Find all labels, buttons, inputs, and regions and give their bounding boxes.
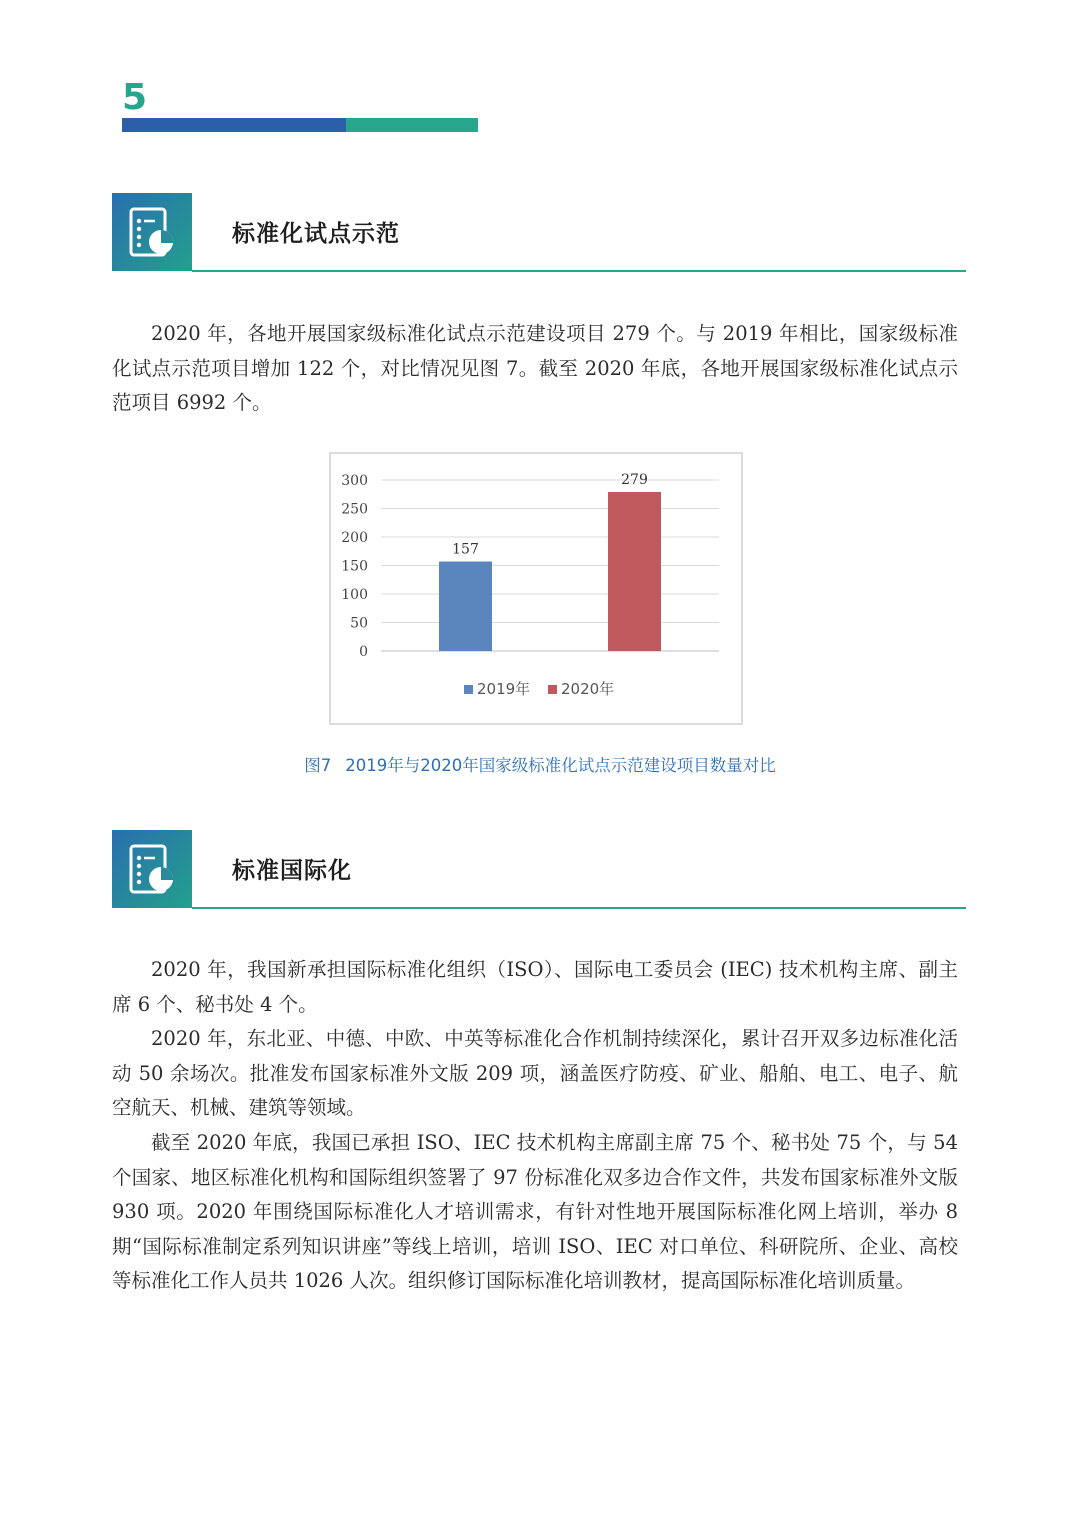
bar-chart	[329, 452, 743, 725]
y-tick-label: 300	[341, 473, 368, 489]
document-chart-icon	[125, 842, 179, 896]
figure-caption	[0, 752, 1080, 776]
data-label: 157	[452, 541, 479, 558]
chapter-bar-blue	[122, 118, 346, 132]
bar-2	[608, 492, 661, 651]
paragraph: 2020 年，各地开展国家级标准化试点示范建设项目 279 个。与 2019 年相比，国家级标准化试点示范项目增加 122 个，对比情况见图 7。截至 2020 年底，各地开展国家级标准化试点示范项目 6992 个。	[112, 322, 958, 414]
section-rule	[192, 270, 966, 272]
y-tick-label: 50	[350, 615, 368, 632]
section-icon-box	[112, 830, 192, 908]
figure-caption-text: 2019年与2020年国家级标准化试点示范建设项目数量对比	[345, 756, 776, 775]
y-tick-label: 250	[341, 501, 368, 518]
y-tick-label: 200	[341, 530, 368, 546]
chapter-number: 5	[122, 77, 148, 118]
paragraph: 2020 年，我国新承担国际标准化组织（ISO）、国际电工委员会 (IEC) 技术机构主席、副主席 6 个、秘书处 4 个。	[112, 958, 958, 1016]
data-label: 279	[621, 471, 648, 488]
section-rule	[192, 907, 966, 909]
chapter-bar-green	[346, 118, 478, 132]
figure-number: 图7	[304, 756, 332, 775]
section-title: 标准化试点示范	[232, 221, 400, 247]
y-tick-label: 150	[341, 558, 368, 575]
section-header-pilot	[112, 193, 966, 273]
document-chart-icon	[125, 205, 179, 259]
section-header-international	[112, 830, 966, 910]
paragraph: 截至 2020 年底，我国已承担 ISO、IEC 技术机构主席副主席 75 个、秘书处 75 个，与 54 个国家、地区标准化机构和国际组织签署了 97 份标准化双多边合作文件，共发布国家标准外文版 930 项。2020 年围绕国际标准化人才培训需求，有针对性地开展国际标准化网上培训，举办 8 期“国际标准制定系列知识讲座”等线上培训，培训 ISO、IEC 对口单位、科研院所、企业、高校等标准化工作人员共 1026 人次。组织修订国际标准化培训教材，提高国际标准化培训质量。	[112, 1131, 958, 1292]
legend-swatch	[548, 685, 557, 694]
section-title: 标准国际化	[232, 858, 352, 884]
legend-label: 2020年	[561, 680, 615, 698]
y-tick-label: 0	[359, 644, 368, 660]
legend-label: 2019年	[477, 680, 531, 698]
bar-1	[439, 562, 492, 651]
bar-chart-svg	[331, 454, 741, 723]
y-tick-label: 100	[341, 587, 368, 603]
section-icon-box	[112, 193, 192, 271]
legend-swatch	[464, 685, 473, 694]
paragraph: 2020 年，东北亚、中德、中欧、中英等标准化合作机制持续深化，累计召开双多边标准化活动 50 余场次。批准发布国家标准外文版 209 项，涵盖医疗防疫、矿业、船舶、电工、电子、航空航天、机械、建筑等领域。	[112, 1027, 958, 1119]
